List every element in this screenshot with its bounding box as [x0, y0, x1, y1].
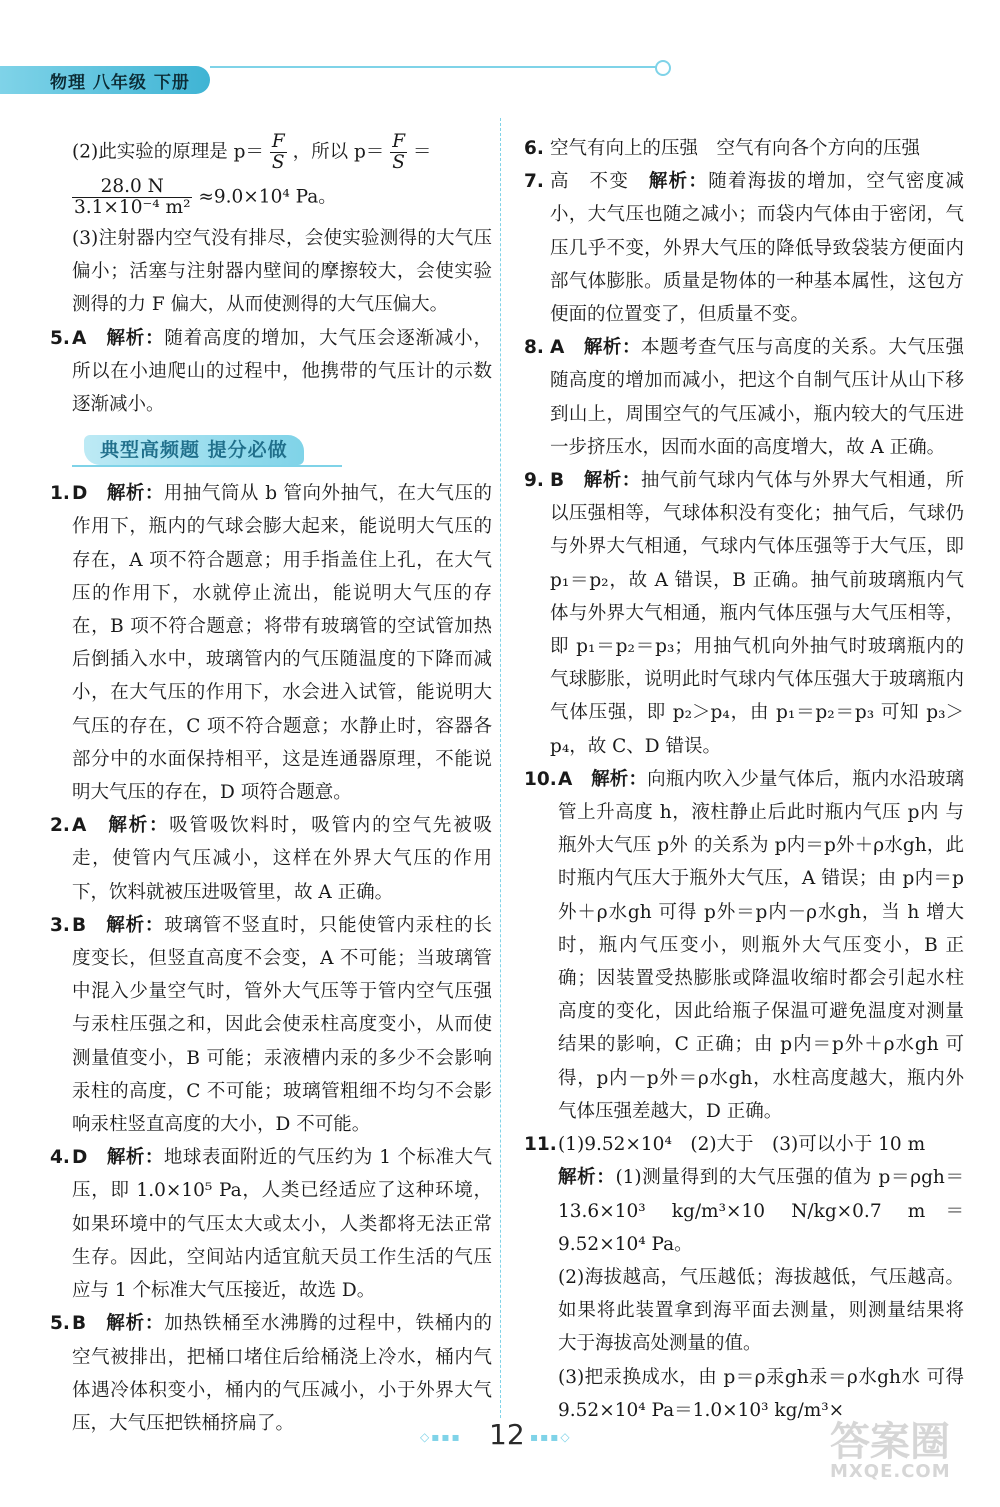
analysis-part2: (2)海拔越高，气压越低；海拔越低，气压越高。如果将此装置拿到海平面去测量，则测量结果将大于海拔高处测量的值。	[558, 1266, 964, 1355]
answer-item-5-previous: 5. A 解析：随着高度的增加，大气压会逐渐减小，所以在小迪爬山的过程中，他携带的气压计的示数逐渐减小。	[50, 327, 492, 416]
answer-item-11-analysis: 解析：(1)测量得到的大气压强的值为 p＝ρgh＝13.6×10³ kg/m³×10 N/kg×0.7 m＝9.52×10⁴ Pa。 (2)海拔越高，气压越低；海拔越低，气压越高。如果将此装置拿到海平面去测量，则测量结果将大于海拔高处测量的值。 (3)把汞换成水，由 p＝ρ汞gh汞＝ρ水gh水 可得 9.52×10⁴ Pa＝1.0×10³ kg/m³×	[558, 1161, 964, 1427]
header-title: 物理 八年级 下册	[50, 73, 190, 93]
answer-continuation-result: $\frac{28.0 N}{\text{3.1×10⁻⁴ m²}}$ ≈9.0×10⁴ Pa。	[74, 176, 337, 218]
answer-item-5: 5. B 解析：加热铁桶至水沸腾的过程中，铁桶内的空气被排出，把桶口堵住后给桶浇上冷水，桶内气体遇冷体积变小，桶内的气压减小，小于外界大气压，大气压把铁桶挤扁了。	[50, 1313, 492, 1434]
header-circle-ornament	[655, 60, 671, 76]
fraction-f-over-s: $\frac{F}{S}$	[271, 131, 285, 173]
fraction-force-over-area: $\frac{28.0 N}{\text{3.1×10⁻⁴ m²}}$	[74, 176, 191, 218]
answer-continuation-part2: (2)此实验的原理是 p＝ $\frac{F}{S}$ ，所以 p＝ $\frac{F}{S}$ ＝	[72, 131, 432, 173]
column-divider	[500, 118, 502, 1418]
left-column	[50, 131, 492, 1440]
answer-item-3: 3. B 解析：玻璃管不竖直时，只能使管内汞柱的长度变长，但竖直高度不会变，A 不可能；当玻璃管中混入少量空气时，管外大气压等于管内空气压强与汞柱压强之和，因此会使汞柱高度变小，从而使测量值变小，B 可能；汞液槽内汞的多少不会影响汞柱的高度，C 不可能；玻璃管粗细不均匀不会影响汞柱竖直高度的大小，D 不可能。	[50, 914, 492, 1136]
footer-ornament-left: ◇▪▪▪	[420, 1430, 462, 1444]
answer-item-8: 8. A 解析：本题考查气压与高度的关系。大气压强随高度的增加而减小，把这个自制气压计从山下移到山上，周围空气的气压减小，瓶内较大的气压进一步挤压水，因而水面的高度增大，故 A 正确。	[524, 337, 964, 458]
section-title: 典型高频题 提分必做	[84, 435, 304, 465]
page-header	[0, 58, 670, 102]
right-column	[524, 132, 964, 1427]
answer-item-11: 11. (1)9.52×10⁴ (2)大于 (3)可以小于 10 m	[524, 1134, 926, 1156]
answer-item-10: 10. A 解析：向瓶内吹入少量气体后，瓶内水沿玻璃管上升高度 h，液柱静止后此时瓶内气压 p内 与瓶外大气压 p外 的关系为 p内＝p外＋ρ水gh，此时瓶内气压大于瓶外大气压，A 错误；由 p内＝p外＋ρ水gh 可得 p外＝p内－ρ水gh，当 h 增大时，瓶内气压变小，则瓶外大气压变小，B 正确；因装置受热膨胀或降温收缩时都会引起水柱高度的变化，因此给瓶子保温可避免温度对测量结果的影响，C 正确；由 p内＝p外＋ρ水gh 可得，p内－p外＝ρ水gh，水柱高度越大，瓶内外气体压强差越大，D 正确。	[524, 768, 964, 1122]
section-header	[72, 431, 492, 471]
answer-item-7: 7. 高 不变 解析：随着海拔的增加，空气密度减小，大气压也随之减小；而袋内气体由于密闭，气压几乎不变，外界大气压的降低导致袋装方便面内部气体膨胀。质量是物体的一种基本属性，这包方便面的位置变了，但质量不变。	[524, 171, 964, 326]
answer-item-6: 6. 空气有向上的压强 空气有向各个方向的压强	[524, 138, 921, 159]
analysis-part3: (3)把汞换成水，由 p＝ρ汞gh汞＝ρ水gh水 可得 9.52×10⁴ Pa＝1.0×10³ kg/m³×	[558, 1366, 964, 1421]
section-underline	[72, 465, 342, 467]
answer-continuation-part3: (3)注射器内空气没有排尽，会使实验测得的大气压偏小；活塞与注射器内壁间的摩擦较大，会使实验测得的力 F 偏大，从而使测得的大气压偏大。	[72, 228, 492, 316]
answer-item-2: 2. A 解析：吸管吸饮料时，吸管内的空气先被吸走，使管内气压减小，这样在外界大气压的作用下，饮料就被压进吸管里，故 A 正确。	[50, 815, 492, 903]
fraction-f-over-s-2: $\frac{F}{S}$	[392, 131, 406, 173]
answer-item-4: 4. D 解析：地球表面附近的气压约为 1 个标准大气压，即 1.0×10⁵ Pa，人类已经适应了这种环境，如果环境中的气压太大或太小，人类都将无法正常生存。因此，空间站内适宜航天员工作生活的气压应与 1 个标准大气压接近，故选 D。	[50, 1147, 492, 1302]
header-rule	[210, 66, 660, 68]
answer-item-9: 9. B 解析：抽气前气球内气体与外界大气相通，所以压强相等，气球体积没有变化；抽气后，气球仍与外界大气相通，气球内气体压强等于大气压，即 p₁＝p₂，故 A 错误，B 正确。抽气前玻璃瓶内气体与外界大气相通，瓶内气体压强与大气压相等，即 p₁＝p₂＝p₃；用抽气机向外抽气时玻璃瓶内的气球膨胀，说明此时气球内气体压强大于玻璃瓶内气体压强，即 p₂＞p₄，由 p₁＝p₂＝p₃ 可知 p₃＞p₄，故 C、D 错误。	[524, 470, 964, 757]
analysis-label: 解析：	[558, 1167, 616, 1189]
watermark-logo: 答案圈 MXQE.COM	[830, 1419, 951, 1482]
footer-ornament-right: ▪▪▪◇	[530, 1430, 572, 1444]
answer-item-1: 1. D 解析：用抽气筒从 b 管向外抽气，在大气压的作用下，瓶内的气球会膨大起来，能说明大气压的存在，A 项不符合题意；用手指盖住上孔，在大气压的作用下，水就停止流出，能说明大气压的存在，B 项不符合题意；将带有玻璃管的空试管加热后倒插入水中，玻璃管内的气压随温度的下降而减小，在大气压的作用下，水会进入试管，能说明大气压的存在，C 项不符合题意；水静止时，容器各部分中的水面保持相平，这是连通器原理，不能说明大气压的存在，D 项符合题意。	[50, 483, 492, 804]
page-number: 12	[489, 1418, 525, 1451]
